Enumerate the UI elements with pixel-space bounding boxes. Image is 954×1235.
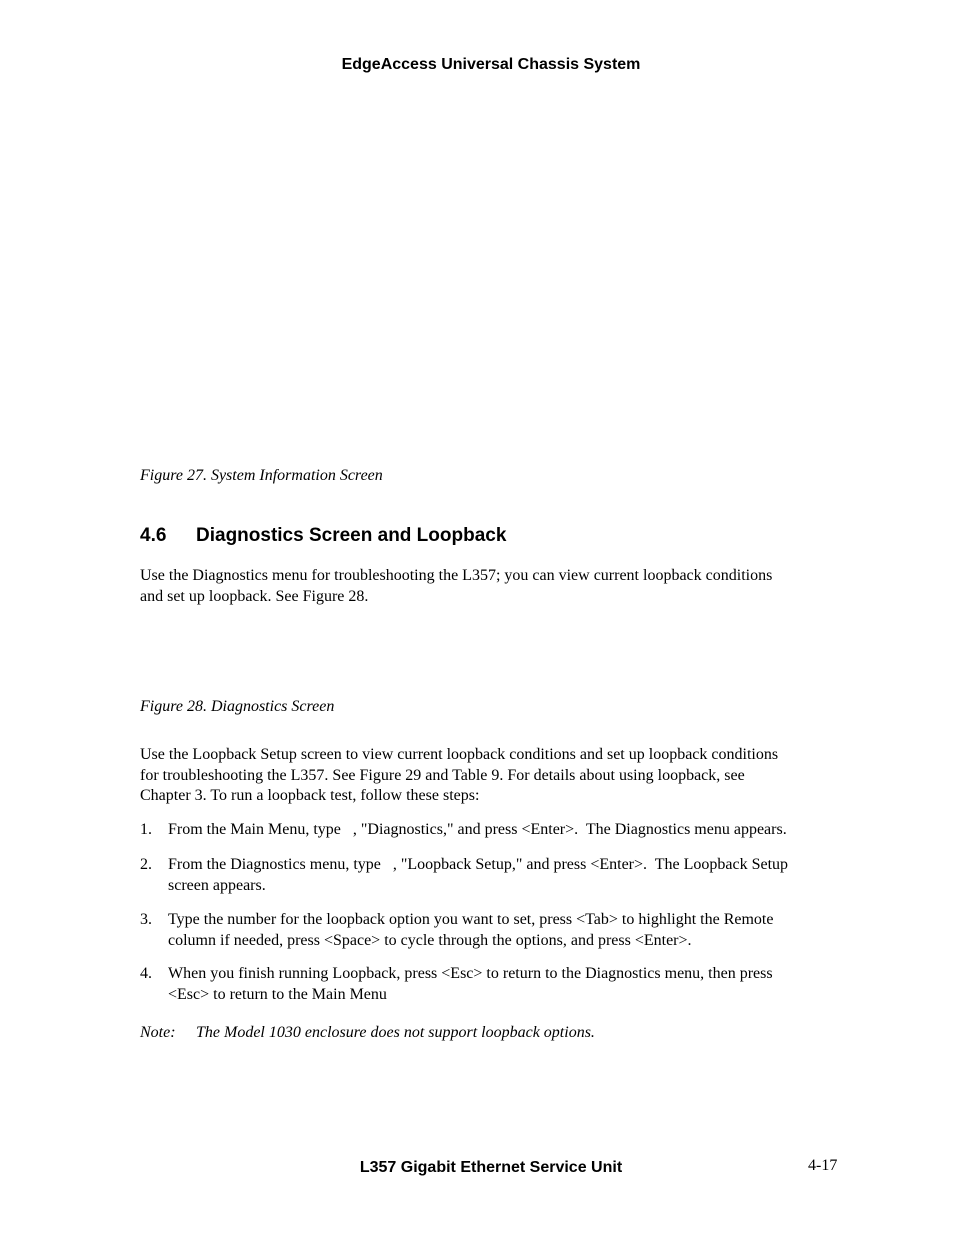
running-footer: L357 Gigabit Ethernet Service Unit — [359, 1159, 623, 1176]
loopback-line: for troubleshooting the L357. See Figure 29 and Table 9. For details about using loopback, see — [140, 766, 745, 784]
section-title: Diagnostics Screen and Loopback — [196, 525, 507, 546]
step-number: 3. — [140, 911, 152, 928]
loopback-line: Use the Loopback Setup screen to view current loopback conditions and set up loopback conditions — [140, 746, 779, 763]
intro-line: and set up loopback. See Figure 28. — [140, 587, 369, 605]
step-number: 1. — [140, 821, 152, 838]
step-line: <Esc> to return to the Main Menu — [168, 985, 387, 1003]
step-text — [168, 964, 840, 1005]
loopback-line: Chapter 3. To run a loopback test, follow these steps: — [140, 787, 480, 804]
section-number: 4.6 — [140, 525, 167, 546]
page-number: 4-17 — [808, 1157, 838, 1174]
note — [140, 1023, 595, 1044]
intro-paragraph — [140, 566, 840, 607]
step-number: 4. — [140, 965, 152, 982]
step-line: From the Diagnostics menu, type , "Loopback Setup," and press <Enter>. The Loopback Setup — [168, 856, 789, 873]
note-label: Note: — [140, 1024, 176, 1041]
step-line: When you finish running Loopback, press <Esc> to return to the Diagnostics menu, then press — [168, 965, 773, 982]
running-header: EdgeAccess Universal Chassis System — [341, 56, 641, 73]
step-line: column if needed, press <Space> to cycle through the options, and press <Enter>. — [168, 931, 692, 949]
section-heading — [140, 525, 506, 547]
note-text: The Model 1030 enclosure does not support loopback options. — [196, 1024, 595, 1041]
step-text: From the Main Menu, type , "Diagnostics," and press <Enter>. The Diagnostics menu appears. — [168, 821, 787, 838]
figure-28-caption: Figure 28. Diagnostics Screen — [140, 698, 335, 715]
step-line: screen appears. — [168, 876, 266, 894]
intro-line: Use the Diagnostics menu for troubleshooting the L357; you can view current loopback conditions — [140, 567, 773, 584]
step-line: Type the number for the loopback option you want to set, press <Tab> to highlight the Remote — [168, 911, 774, 928]
loopback-paragraph — [140, 745, 840, 807]
step-number: 2. — [140, 856, 152, 873]
step-text — [168, 855, 840, 896]
step-text — [168, 910, 840, 951]
figure-27-caption: Figure 27. System Information Screen — [140, 467, 383, 484]
